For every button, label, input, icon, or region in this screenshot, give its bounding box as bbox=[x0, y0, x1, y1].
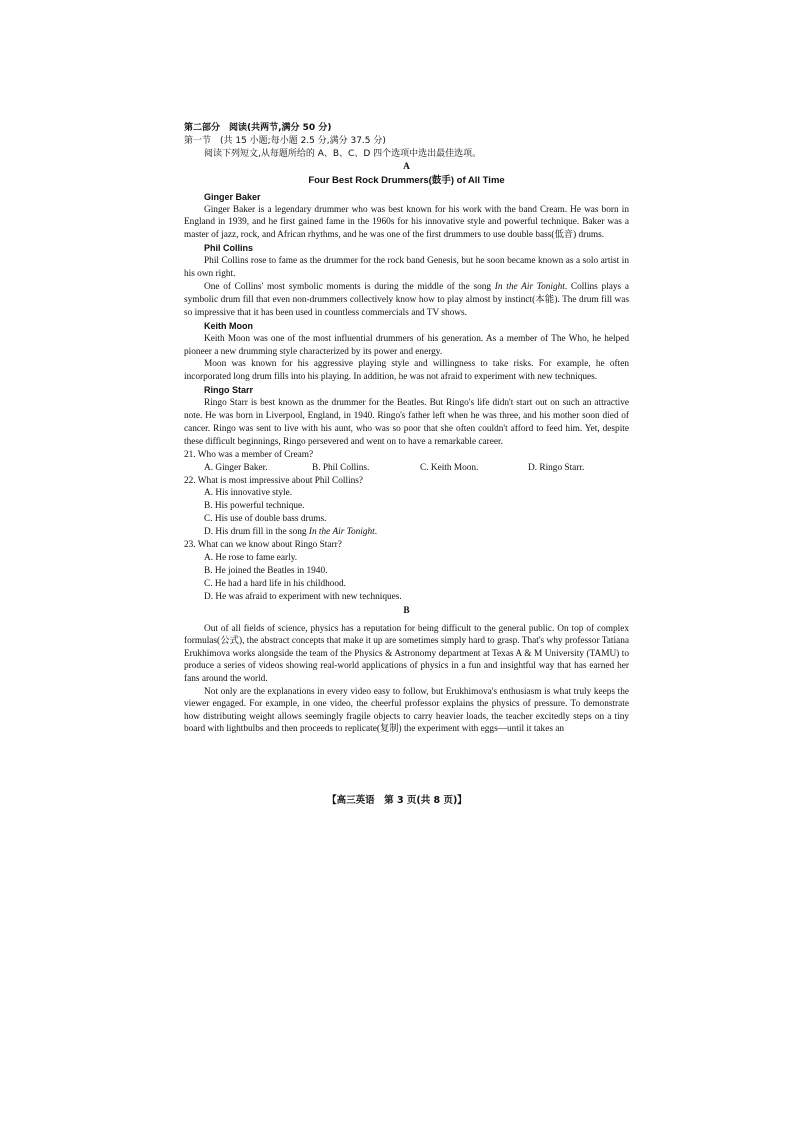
option-23-d[interactable]: D. He was afraid to experiment with new techniques. bbox=[204, 591, 402, 602]
drummer-name-phil: Phil Collins bbox=[204, 243, 254, 254]
page-footer: 【高三英语 第 3 页(共 8 页)】 bbox=[327, 795, 467, 806]
drummer-name-ringo: Ringo Starr bbox=[204, 385, 254, 396]
song-title: In the Air Tonight bbox=[494, 281, 565, 292]
paragraph-keith-2: Moon was known for his aggressive playing style and willingness to take risks. For example, he often incorporated long drum fills into his playing. In addition, he was not afraid to experiment with new techniques. bbox=[184, 359, 629, 383]
option-22-b[interactable]: B. His powerful technique. bbox=[204, 501, 305, 512]
option-21-d[interactable]: D. Ringo Starr. bbox=[528, 462, 585, 473]
option-21-b[interactable]: B. Phil Collins. bbox=[312, 462, 370, 473]
passage-a-title: Four Best Rock Drummers(鼓手) of All Time bbox=[308, 174, 505, 186]
option-21-c[interactable]: C. Keith Moon. bbox=[420, 462, 479, 473]
paragraph-ginger: Ginger Baker is a legendary drummer who was best known for his work with the band Cream. He was born in England in 1939, and he first gained fame in the 1960s for his innovative style and powerful technique. Baker was a master of jazz, rock, and African rhythms, and he was one of the first drummers to use double bass(低音) drums. bbox=[184, 204, 629, 241]
exam-page bbox=[184, 122, 629, 736]
paragraph-b-1: Out of all fields of science, physics has a reputation for being difficult to the general public. On top of complex formulas(公式), the abstract concepts that make it up are sometimes simply hard to grasp. That's why professor Tatiana Erukhimova works alongside the team of the Physics & Astronomy department at Texas A & M University (TAMU) to produce a series of videos showing real-world applications of physics in a fun and insightful way that has earned her fans around the world. bbox=[184, 623, 629, 684]
option-22-d-song: In the Air Tonight bbox=[308, 527, 375, 538]
passage-b-label: B bbox=[403, 605, 410, 616]
option-22-c[interactable]: C. His use of double bass drums. bbox=[204, 514, 327, 525]
part-heading: 第二部分 阅读(共两节,满分 50 分) bbox=[184, 123, 332, 133]
drummer-name-ginger: Ginger Baker bbox=[204, 191, 261, 202]
question-23: 23. What can we know about Ringo Starr? bbox=[184, 540, 342, 551]
option-23-b[interactable]: B. He joined the Beatles in 1940. bbox=[204, 565, 328, 576]
option-23-a[interactable]: A. He rose to fame early. bbox=[204, 553, 298, 563]
instruction: 阅读下列短文,从每题所给的 A、B、C、D 四个选项中选出最佳选项。 bbox=[204, 148, 482, 159]
passage-a-label: A bbox=[403, 161, 410, 172]
question-21-options bbox=[184, 462, 629, 475]
option-22-d-end: . bbox=[374, 527, 378, 538]
paragraph-ringo: Ringo Starr is best known as the drummer for the Beatles. But Ringo's life didn't start out on such an attractive note. He was born in Liverpool, England, in 1940. Ringo's father left when he was three, and his mother soon died of cancer. Ringo was sent to live with his aunt, who was so poor that she often couldn't afford to feed him. Yet, despite these difficult beginnings, Ringo persevered and went on to have a remarkable career. bbox=[184, 398, 629, 447]
section-heading: 第一节 (共 15 小题;每小题 2.5 分,满分 37.5 分) bbox=[184, 135, 386, 146]
question-21: 21. Who was a member of Cream? bbox=[184, 449, 314, 460]
option-22-d[interactable] bbox=[184, 526, 629, 539]
option-21-a[interactable]: A. Ginger Baker. bbox=[204, 462, 268, 473]
paragraph-b-2: Not only are the explanations in every video easy to follow, but Erukhimova's enthusiasm is what truly keeps the viewer engaged. For example, in one video, the cheerful professor explains the physics of pressure. To demonstrate how distributing weight allows seemingly fragile objects to carry heavier loads, the teacher excitedly steps on a tiny board with lightbulbs and then proceeds to replicate(复制) the experiment with eggs—until it takes an bbox=[184, 686, 629, 735]
option-22-d-text: D. His drum fill in the song bbox=[204, 527, 309, 538]
passage-b-body bbox=[184, 623, 629, 736]
phil-text-b: . Collins plays a symbolic drum fill that even non-drummers collectively know how to play almost by instinct(本能). The drum fill was so impressive that it has been used in countless commercials and TV shows. bbox=[184, 281, 629, 318]
paragraph-keith-1: Keith Moon was one of the most influential drummers of his generation. As a member of The Who, he helped pioneer a new drumming style characterized by its power and energy. bbox=[184, 333, 629, 357]
option-22-a[interactable]: A. His innovative style. bbox=[204, 488, 293, 499]
drummer-name-keith: Keith Moon bbox=[204, 320, 253, 331]
paragraph-phil-2 bbox=[184, 281, 629, 320]
phil-text-a: One of Collins' most symbolic moments is during the middle of the song bbox=[204, 281, 495, 292]
question-22: 22. What is most impressive about Phil Collins? bbox=[184, 475, 364, 486]
option-23-c[interactable]: C. He had a hard life in his childhood. bbox=[204, 578, 347, 589]
paragraph-phil-1: Phil Collins rose to fame as the drummer for the rock band Genesis, but he soon became known as a solo artist in his own right. bbox=[184, 256, 629, 280]
